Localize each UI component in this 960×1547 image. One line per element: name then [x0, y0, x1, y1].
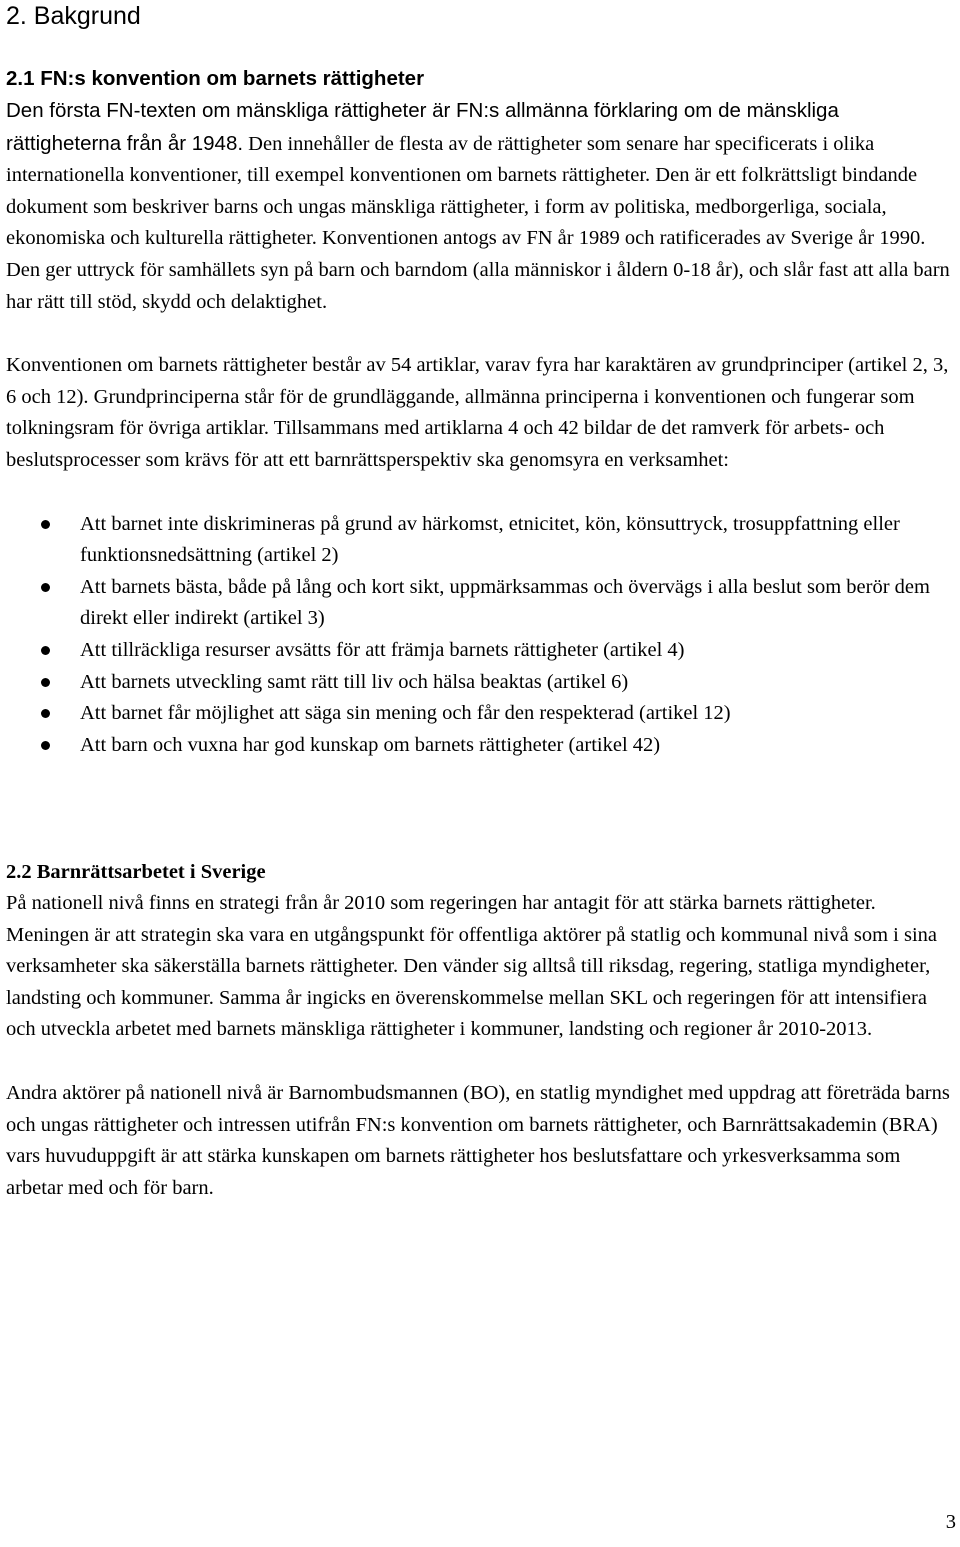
list-item-text: Att tillräckliga resurser avsätts för att främja barnets rättigheter (artikel 4) [80, 638, 685, 661]
paragraph-gap [6, 477, 956, 509]
list-item-text: Att barnet får möjlighet att säga sin mening och får den respekterad (artikel 12) [80, 702, 731, 725]
bullet-icon [41, 520, 50, 529]
paragraph-intro: Den första FN-texten om mänskliga rättigheter är FN:s allmänna förklaring om de mänskliga rättigheterna från år 1948. [6, 99, 839, 155]
list-item [6, 730, 956, 762]
paragraph: Konventionen om barnets rättigheter består av 54 artiklar, varav fyra har karaktären av grundprinciper (artikel 2, 3, 6 och 12). Grundprinciperna står för de grundläggande, allmänna principerna i konventionen och fungerar som tolkningsram för övriga artiklar. Tillsammans med artiklarna 4 och 42 bildar de det ramverk för arbets- och beslutsprocesser som krävs för att ett barnrättsperspektiv ska genomsyra en verksamhet: [6, 354, 949, 471]
paragraph [6, 95, 956, 318]
list-item-text: Att barnet inte diskrimineras på grund av härkomst, etnicitet, kön, könsuttryck, trosuppfattning eller funktionsnedsättning (artikel 2) [80, 512, 900, 567]
list-item [6, 509, 956, 572]
principles-list [6, 509, 956, 762]
chapter-title: 2. Bakgrund [6, 2, 141, 30]
list-item [6, 698, 956, 730]
bullet-icon [41, 741, 50, 750]
list-item [6, 572, 956, 635]
paragraph-gap [6, 1046, 956, 1078]
section-heading: 2.1 FN:s konvention om barnets rättigheter [6, 67, 425, 90]
list-item-text: Att barn och vuxna har god kunskap om barnets rättigheter (artikel 42) [80, 733, 661, 756]
bullet-icon [41, 709, 50, 718]
list-item [6, 635, 956, 667]
section-heading: 2.2 Barnrättsarbetet i Sverige [6, 861, 266, 883]
paragraph: Andra aktörer på nationell nivå är Barnombudsmannen (BO), en statlig myndighet med uppdrag att företräda barns och ungas rättigheter och intressen utifrån FN:s konvention om barnets rättigheter, och Barnrättsakademin (BRA) vars huvuduppgift är att stärka kunskapen om barnets rättigheter hos beslutsfattare och yrkesverksamma som arbetar med och för barn. [6, 1081, 950, 1199]
list-item [6, 667, 956, 699]
bullet-icon [41, 583, 50, 592]
section-fn-convention [6, 63, 956, 761]
paragraph: På nationell nivå finns en strategi från år 2010 som regeringen har antagit för att stärka barnets rättigheter. Meningen är att strategin ska vara en utgångspunkt för offentliga aktörer på statlig och kommunal nivå som i sina verksamheter ska säkerställa barnets rättigheter. Den vänder sig alltså till riksdag, regering, statliga myndigheter, landsting och kommuner. Samma år ingicks en överenskommelse mellan SKL och regeringen för att intensifiera och utveckla arbetet med barnets mänskliga rättigheter i kommuner, landsting och regioner år 2010-2013. [6, 892, 937, 1041]
paragraph-text: Den innehåller de flesta av de rättigheter som senare har specificerats i olika internationella konventioner, till exempel konventionen om barnets rättigheter. Den är ett folkrättsligt bindande dokument som beskriver barns och ungas mänskliga rättigheter, i form av politiska, medborgerliga, sociala, ekonomiska och kulturella rättigheter. Konventionen antogs av FN år 1989 och ratificerades av Sverige år 1990. Den ger uttryck för samhällets syn på barn och barndom (alla människor i åldern 0-18 år), och slår fast att alla barn har rätt till stöd, skydd och delaktighet. [6, 132, 950, 313]
list-item-text: Att barnets bästa, både på lång och kort sikt, uppmärksammas och övervägs i alla beslut som berör dem direkt eller indirekt (artikel 3) [80, 575, 930, 630]
list-item-text: Att barnets utveckling samt rätt till liv och hälsa beaktas (artikel 6) [80, 670, 629, 693]
bullet-icon [41, 678, 50, 687]
section-child-rights-sweden [6, 856, 956, 1204]
paragraph-gap [6, 318, 956, 350]
page-number: 3 [945, 1511, 956, 1533]
bullet-icon [41, 646, 50, 655]
